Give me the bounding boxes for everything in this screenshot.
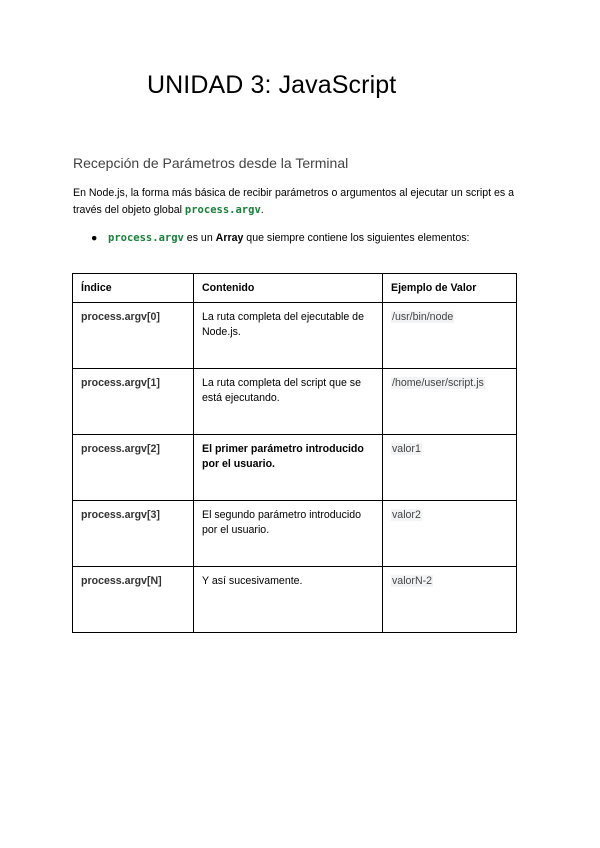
cell-content: La ruta completa del script que se está ejecutando. [194,369,383,435]
bullet-item [91,230,470,246]
page-title: UNIDAD 3: JavaScript [147,71,397,99]
params-table [72,273,517,633]
intro-text-before: En Node.js, la forma más básica de recibir parámetros o argumentos al ejecutar un script es a través del objeto global [73,187,515,216]
index-text: process.argv[0] [81,311,160,323]
intro-paragraph [73,185,533,219]
index-text: process.argv[1] [81,377,160,389]
cell-example [383,567,517,633]
index-text: process.argv[N] [81,575,162,587]
bullet-text-2: que siempre contiene los siguientes elementos: [243,232,470,244]
index-text: process.argv[3] [81,509,160,521]
bullet-marker: ● [91,232,98,244]
example-value: /usr/bin/node [392,311,454,323]
example-value: valor1 [392,443,421,455]
header-example: Ejemplo de Valor [383,274,517,303]
cell-index [73,501,194,567]
header-content: Contenido [194,274,383,303]
index-text: process.argv[2] [81,443,160,455]
cell-index [73,303,194,369]
table-row [73,501,517,567]
cell-content: El primer parámetro introducido por el usuario. [194,435,383,501]
example-value: /home/user/script.js [392,377,484,389]
cell-content: Y así sucesivamente. [194,567,383,633]
table-row [73,567,517,633]
table-row [73,435,517,501]
section-heading: Recepción de Parámetros desde la Terminal [73,155,349,171]
table-row [73,369,517,435]
example-value: valor2 [392,509,421,521]
cell-index [73,369,194,435]
example-value: valorN-2 [392,575,433,587]
table-row [73,303,517,369]
intro-text-after: . [260,204,264,216]
cell-content: La ruta completa del ejecutable de Node.js. [194,303,383,369]
header-index: Índice [73,274,194,303]
table-header-row [73,274,517,303]
cell-example [383,303,517,369]
cell-example [383,435,517,501]
bullet-code: process.argv [108,232,184,244]
cell-example [383,501,517,567]
cell-example [383,369,517,435]
cell-content: El segundo parámetro introducido por el usuario. [194,501,383,567]
cell-index [73,567,194,633]
bullet-bold-word: Array [215,232,244,244]
bullet-text-1: es un [183,232,216,244]
cell-index [73,435,194,501]
intro-code: process.argv [184,204,261,216]
